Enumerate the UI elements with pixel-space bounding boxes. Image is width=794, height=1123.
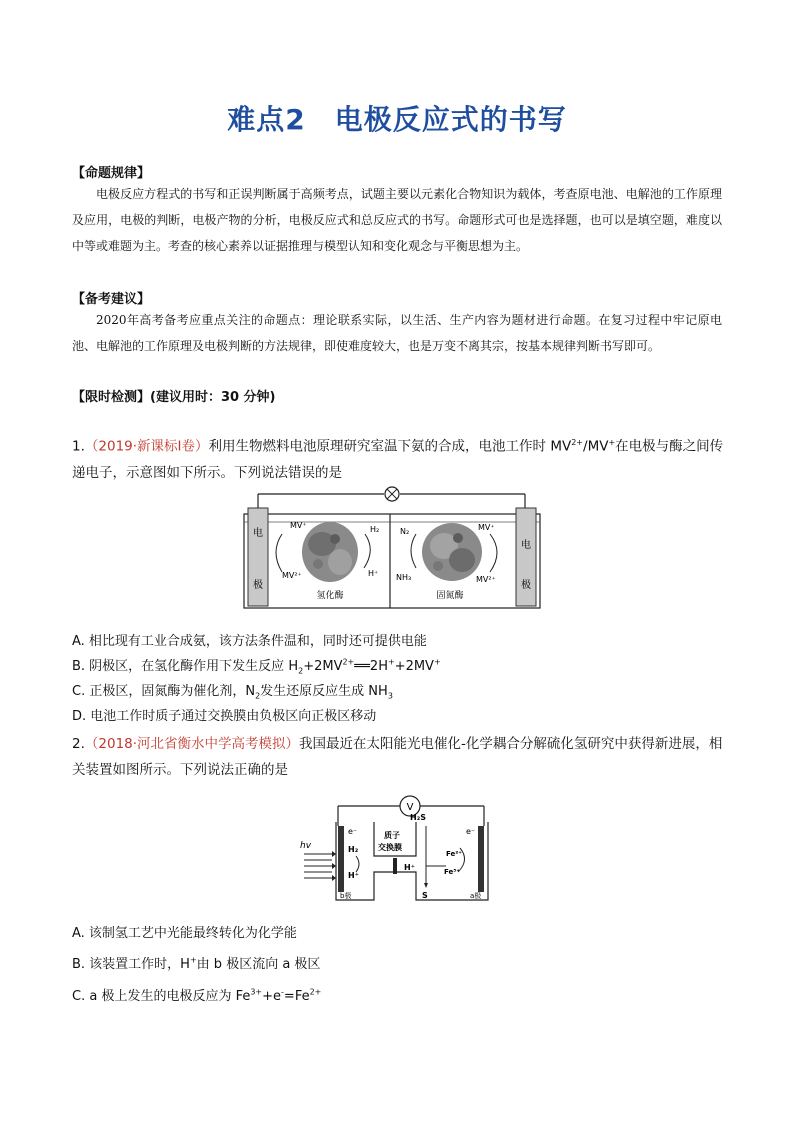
voltmeter-label: V (406, 802, 414, 813)
fe3-label: Fe³⁺ (444, 868, 461, 876)
question-number: 1. (72, 438, 85, 455)
advice-paragraph: 2020年高考备考应重点关注的命题点：理论联系实际，以生活、生产内容为题材进行命题。在复习过程中牢记原电池、电解池的工作原理及电极判断的方法规律，即使难度较大，也是万变不离其宗，按基本规律判断书写即可。 (72, 313, 722, 353)
section-heading-test: 【限时检测】(建议用时：30 分钟) (72, 390, 276, 405)
hydrogenase-label: 氢化酶 (316, 591, 344, 601)
photoelectrocatalysis-diagram (298, 790, 498, 906)
middle-h-plus-label: H⁺ (404, 863, 415, 872)
right-electrode (516, 508, 536, 606)
q1-option-b: B. 阴极区，在氢化酶作用下发生反应 $H_2+2MV^{2+}══2H^++2MV^+$ (72, 657, 441, 676)
lamp-icon (385, 487, 399, 501)
question-2-stem: 2.（2018·河北省衡水中学高考模拟）我国最近在太阳能光电催化-化学耦合分解硫化氢研究中获得新进展，相关装置如图所示。下列说法正确的是 (72, 736, 723, 778)
q1-option-a: A. 相比现有工业合成氨，该方法条件温和，同时还可提供电能 (72, 634, 427, 649)
right-electrode-label-bottom: 极 (521, 580, 531, 591)
a-electrode (478, 826, 484, 892)
light-rays-icon (304, 851, 336, 881)
membrane-label-bottom: 交换膜 (378, 843, 402, 852)
rules-paragraph: 电极反应方程式的书写和正误判断属于高频考点，试题主要以元素化合物知识为载体，考查原电池、电解池的工作原理及应用，电极的判断，电极产物的分析，电极反应式和总反应式的书写。命题形式可也是选择题，也可以是填空题，难度以中等或难题为主。考查的核心素养以证据推理与模型认知和变化观念与平衡思想为主。 (72, 187, 722, 253)
nitrogenase-enzyme-blob (422, 523, 482, 581)
q2-option-c: C. a 极上发生的电极反应为 $Fe^{3+}+e^-=Fe^{2+}$ (72, 987, 322, 1004)
h2-label: H₂ (370, 525, 380, 534)
left-electrode (248, 508, 268, 606)
h-plus-label: H⁺ (368, 569, 379, 578)
section-heading-rules: 【命题规律】 (72, 166, 151, 181)
right-mv-2plus-label: MV²⁺ (476, 575, 496, 584)
right-electron-label: e⁻ (466, 827, 476, 836)
question-source: （2018·河北省衡水中学高考模拟） (84, 736, 300, 752)
n2-label: N₂ (400, 527, 410, 536)
section-heading-advice: 【备考建议】 (72, 292, 151, 307)
nh3-label: NH₃ (396, 573, 412, 582)
q2-option-a: A. 该制氢工艺中光能最终转化为化学能 (72, 926, 297, 941)
right-electrode-label-top: 电 (521, 540, 531, 551)
q1-option-c: C. 正极区，固氮酶为催化剂，$N_2$发生还原反应生成 $NH_3$ (72, 684, 393, 701)
left-electron-label: e⁻ (348, 827, 358, 836)
question-source: （2019·新课标Ⅰ卷） (84, 438, 209, 455)
left-h-plus-label: H⁺ (348, 871, 359, 880)
membrane-label-top: 质子 (384, 831, 400, 840)
fuel-cell-diagram (240, 484, 550, 612)
h2-label: H₂ (348, 845, 359, 854)
left-mv-plus-label: MV⁺ (290, 521, 307, 530)
left-electrode-label-bottom: 极 (253, 580, 263, 591)
h2s-label: H₂S (410, 813, 426, 822)
b-electrode-label: b极 (340, 892, 352, 900)
right-mv-plus-label: MV⁺ (478, 523, 495, 532)
light-hv-label: hv (300, 841, 312, 851)
page-title: 难点2 电极反应式的书写 (227, 103, 567, 136)
question-number: 2. (72, 736, 85, 752)
q1-option-d: D. 电池工作时质子通过交换膜由负极区向正极区移动 (72, 709, 377, 724)
hydrogenase-enzyme-blob (302, 522, 358, 582)
b-electrode (338, 826, 344, 892)
nitrogenase-label: 固氮酶 (436, 591, 464, 601)
a-electrode-label: a极 (470, 892, 482, 900)
left-electrode-label-top: 电 (253, 528, 263, 539)
sulfur-label: S (422, 891, 428, 900)
proton-exchange-membrane (393, 858, 397, 874)
q2-option-b: B. 该装置工作时，H+由 b 极区流向 a 极区 (72, 955, 321, 972)
fe2-label: Fe²⁺ (446, 850, 463, 858)
left-mv-2plus-label: MV²⁺ (282, 571, 302, 580)
question-1-stem: 1.（2019·新课标Ⅰ卷）利用生物燃料电池原理研究室温下氨的合成，电池工作时 $MV^{2+}/MV^+$在电极与酶之间传递电子，示意图如下所示。下列说法错误的是 (72, 438, 724, 481)
